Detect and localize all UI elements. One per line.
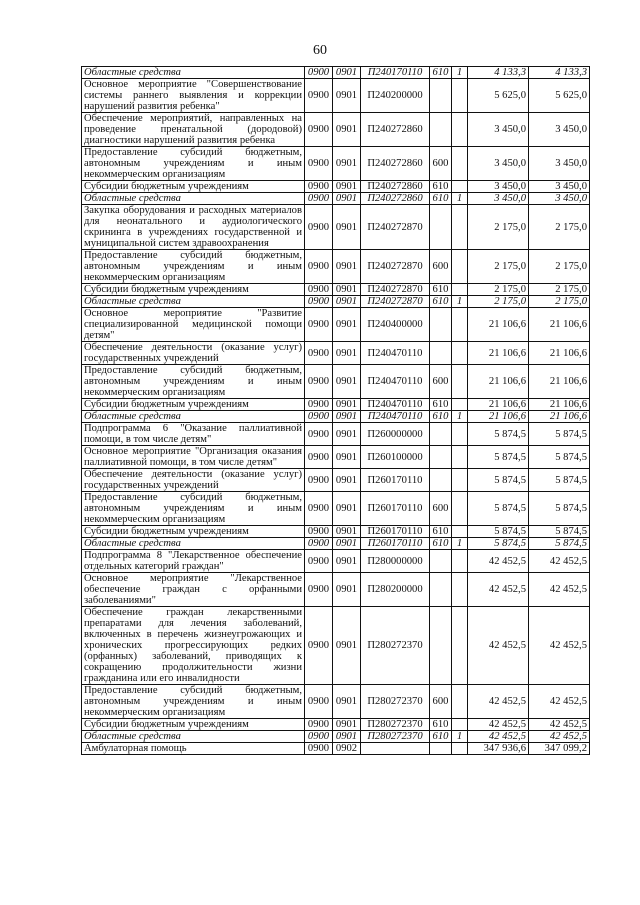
amount-year1-cell: 3 450,0 [468,181,529,193]
target-article-cell: П240272870 [361,205,430,250]
section-code-cell: 0900 [305,538,333,550]
table-row [82,411,590,423]
expense-type-cell: 610 [430,411,452,423]
expense-name-cell: Областные средства [82,731,305,743]
amount-year2-cell: 21 106,6 [529,399,590,411]
funding-source-cell [452,308,468,342]
expense-type-cell [430,607,452,685]
target-article-cell: П280272370 [361,685,430,719]
subsection-code-cell: 0901 [333,492,361,526]
subsection-code-cell: 0901 [333,284,361,296]
table-row [82,296,590,308]
expense-type-cell [430,423,452,446]
table-row [82,685,590,719]
target-article-cell: П260000000 [361,423,430,446]
table-row [82,79,590,113]
expense-name-cell: Обеспечение мероприятий, направленных на проведение пренатальной (дородовой) диагностики нарушений развития ребенка [82,113,305,147]
section-code-cell: 0900 [305,181,333,193]
table-row [82,743,590,755]
target-article-cell: П260170110 [361,538,430,550]
expense-name-cell: Областные средства [82,411,305,423]
funding-source-cell [452,492,468,526]
target-article-cell: П280200000 [361,573,430,607]
funding-source-cell [452,743,468,755]
amount-year1-cell: 21 106,6 [468,365,529,399]
table-row [82,731,590,743]
subsection-code-cell: 0901 [333,193,361,205]
expense-type-cell: 600 [430,250,452,284]
expense-name-cell: Субсидии бюджетным учреждениям [82,526,305,538]
expense-type-cell: 610 [430,193,452,205]
subsection-code-cell: 0901 [333,181,361,193]
amount-year2-cell: 3 450,0 [529,147,590,181]
target-article-cell: П240272860 [361,113,430,147]
section-code-cell: 0900 [305,446,333,469]
subsection-code-cell: 0901 [333,423,361,446]
budget-table-body [82,67,590,755]
funding-source-cell [452,399,468,411]
amount-year2-cell: 21 106,6 [529,365,590,399]
subsection-code-cell: 0901 [333,526,361,538]
section-code-cell: 0900 [305,550,333,573]
amount-year1-cell: 42 452,5 [468,731,529,743]
amount-year2-cell: 42 452,5 [529,719,590,731]
subsection-code-cell: 0901 [333,411,361,423]
amount-year2-cell: 42 452,5 [529,685,590,719]
table-row [82,342,590,365]
target-article-cell: П280000000 [361,550,430,573]
table-row [82,492,590,526]
subsection-code-cell: 0901 [333,446,361,469]
amount-year2-cell: 42 452,5 [529,573,590,607]
section-code-cell: 0900 [305,147,333,181]
table-row [82,67,590,79]
funding-source-cell [452,284,468,296]
table-row [82,193,590,205]
expense-type-cell: 610 [430,719,452,731]
table-row [82,284,590,296]
amount-year2-cell: 5 874,5 [529,446,590,469]
expense-name-cell: Обеспечение граждан лекарственными препаратами для лечения заболеваний, включенных в перечень жизнеугрожающих и хронических прогрессирующих редких (орфанных) заболеваний, приводящих к сокращению продолжительности жизни гражданина или его инвалидности [82,607,305,685]
section-code-cell: 0900 [305,469,333,492]
amount-year1-cell: 5 874,5 [468,423,529,446]
amount-year1-cell: 3 450,0 [468,113,529,147]
amount-year2-cell: 21 106,6 [529,342,590,365]
amount-year2-cell: 42 452,5 [529,607,590,685]
funding-source-cell [452,423,468,446]
funding-source-cell: 1 [452,538,468,550]
subsection-code-cell: 0901 [333,296,361,308]
table-row [82,446,590,469]
target-article-cell: П240470110 [361,399,430,411]
expense-type-cell [430,205,452,250]
expense-type-cell: 610 [430,284,452,296]
amount-year1-cell: 2 175,0 [468,284,529,296]
subsection-code-cell: 0901 [333,469,361,492]
target-article-cell: П260100000 [361,446,430,469]
amount-year2-cell: 42 452,5 [529,550,590,573]
amount-year2-cell: 3 450,0 [529,113,590,147]
funding-source-cell [452,79,468,113]
amount-year1-cell: 42 452,5 [468,607,529,685]
amount-year1-cell: 5 874,5 [468,492,529,526]
funding-source-cell [452,685,468,719]
subsection-code-cell: 0901 [333,719,361,731]
table-row [82,113,590,147]
target-article-cell: П240272860 [361,193,430,205]
expense-name-cell: Амбулаторная помощь [82,743,305,755]
expense-name-cell: Обеспечение деятельности (оказание услуг) государственных учреждений [82,469,305,492]
target-article-cell: П260170110 [361,469,430,492]
expense-type-cell: 610 [430,731,452,743]
expense-type-cell [430,573,452,607]
funding-source-cell [452,446,468,469]
expense-name-cell: Субсидии бюджетным учреждениям [82,181,305,193]
target-article-cell: П240272870 [361,284,430,296]
amount-year1-cell: 21 106,6 [468,308,529,342]
funding-source-cell [452,607,468,685]
table-row [82,181,590,193]
amount-year2-cell: 5 625,0 [529,79,590,113]
section-code-cell: 0900 [305,193,333,205]
funding-source-cell: 1 [452,411,468,423]
expense-type-cell: 610 [430,538,452,550]
section-code-cell: 0900 [305,492,333,526]
expense-name-cell: Обеспечение деятельности (оказание услуг) государственных учреждений [82,342,305,365]
expense-name-cell: Подпрограмма 8 "Лекарственное обеспечение отдельных категорий граждан" [82,550,305,573]
amount-year1-cell: 5 625,0 [468,79,529,113]
amount-year2-cell: 2 175,0 [529,284,590,296]
subsection-code-cell: 0901 [333,607,361,685]
target-article-cell: П280272370 [361,731,430,743]
expense-type-cell: 600 [430,147,452,181]
target-article-cell [361,743,430,755]
funding-source-cell [452,550,468,573]
amount-year2-cell: 2 175,0 [529,250,590,284]
amount-year2-cell: 4 133,3 [529,67,590,79]
amount-year2-cell: 42 452,5 [529,731,590,743]
expense-name-cell: Предоставление субсидий бюджетным, автономным учреждениям и иным некоммерческим организациям [82,147,305,181]
amount-year2-cell: 5 874,5 [529,423,590,446]
section-code-cell: 0900 [305,284,333,296]
amount-year1-cell: 347 936,6 [468,743,529,755]
table-row [82,205,590,250]
section-code-cell: 0900 [305,573,333,607]
expense-name-cell: Областные средства [82,193,305,205]
subsection-code-cell: 0901 [333,538,361,550]
amount-year1-cell: 21 106,6 [468,342,529,365]
amount-year1-cell: 21 106,6 [468,411,529,423]
funding-source-cell [452,526,468,538]
section-code-cell: 0900 [305,113,333,147]
subsection-code-cell: 0901 [333,205,361,250]
funding-source-cell: 1 [452,193,468,205]
page-number: 60 [313,43,327,58]
funding-source-cell [452,113,468,147]
amount-year1-cell: 42 452,5 [468,573,529,607]
subsection-code-cell: 0901 [333,365,361,399]
subsection-code-cell: 0901 [333,113,361,147]
expense-type-cell: 610 [430,399,452,411]
section-code-cell: 0900 [305,731,333,743]
amount-year2-cell: 3 450,0 [529,193,590,205]
target-article-cell: П240272870 [361,296,430,308]
amount-year1-cell: 2 175,0 [468,205,529,250]
expense-name-cell: Субсидии бюджетным учреждениям [82,284,305,296]
table-row [82,573,590,607]
table-row [82,526,590,538]
amount-year1-cell: 5 874,5 [468,469,529,492]
expense-name-cell: Закупка оборудования и расходных материалов для неонатального и аудиологического скрининга в учреждениях государственной и муниципальной систем здравоохранения [82,205,305,250]
expense-name-cell: Предоставление субсидий бюджетным, автономным учреждениям и иным некоммерческим организациям [82,250,305,284]
section-code-cell: 0900 [305,423,333,446]
subsection-code-cell: 0902 [333,743,361,755]
subsection-code-cell: 0901 [333,399,361,411]
table-row [82,469,590,492]
amount-year2-cell: 2 175,0 [529,205,590,250]
subsection-code-cell: 0901 [333,79,361,113]
budget-table [81,66,590,755]
subsection-code-cell: 0901 [333,308,361,342]
amount-year2-cell: 21 106,6 [529,308,590,342]
expense-type-cell: 610 [430,526,452,538]
expense-type-cell: 610 [430,296,452,308]
expense-type-cell [430,469,452,492]
expense-name-cell: Областные средства [82,538,305,550]
section-code-cell: 0900 [305,526,333,538]
subsection-code-cell: 0901 [333,573,361,607]
funding-source-cell [452,250,468,284]
section-code-cell: 0900 [305,685,333,719]
amount-year1-cell: 5 874,5 [468,538,529,550]
amount-year1-cell: 5 874,5 [468,526,529,538]
subsection-code-cell: 0901 [333,685,361,719]
expense-name-cell: Предоставление субсидий бюджетным, автономным учреждениям и иным некоммерческим организациям [82,685,305,719]
amount-year1-cell: 21 106,6 [468,399,529,411]
expense-name-cell: Основное мероприятие "Лекарственное обеспечение граждан с орфанными заболеваниями" [82,573,305,607]
section-code-cell: 0900 [305,205,333,250]
table-row [82,538,590,550]
funding-source-cell: 1 [452,731,468,743]
amount-year1-cell: 5 874,5 [468,446,529,469]
target-article-cell: П240470110 [361,365,430,399]
section-code-cell: 0900 [305,67,333,79]
expense-type-cell: 600 [430,365,452,399]
funding-source-cell: 1 [452,67,468,79]
section-code-cell: 0900 [305,79,333,113]
table-row [82,399,590,411]
expense-name-cell: Областные средства [82,67,305,79]
expense-type-cell [430,113,452,147]
amount-year1-cell: 42 452,5 [468,550,529,573]
funding-source-cell [452,205,468,250]
funding-source-cell [452,147,468,181]
expense-type-cell [430,743,452,755]
amount-year1-cell: 3 450,0 [468,193,529,205]
expense-name-cell: Субсидии бюджетным учреждениям [82,719,305,731]
amount-year2-cell: 347 099,2 [529,743,590,755]
amount-year1-cell: 2 175,0 [468,296,529,308]
expense-type-cell: 600 [430,685,452,719]
section-code-cell: 0900 [305,296,333,308]
funding-source-cell: 1 [452,296,468,308]
section-code-cell: 0900 [305,250,333,284]
amount-year1-cell: 42 452,5 [468,719,529,731]
expense-type-cell [430,446,452,469]
table-row [82,147,590,181]
section-code-cell: 0900 [305,743,333,755]
section-code-cell: 0900 [305,607,333,685]
section-code-cell: 0900 [305,399,333,411]
target-article-cell: П260170110 [361,492,430,526]
target-article-cell: П240272860 [361,147,430,181]
section-code-cell: 0900 [305,342,333,365]
expense-name-cell: Предоставление субсидий бюджетным, автономным учреждениям и иным некоммерческим организациям [82,365,305,399]
target-article-cell: П240400000 [361,308,430,342]
expense-name-cell: Основное мероприятие "Организация оказания паллиативной помощи, в том числе детям" [82,446,305,469]
expense-name-cell: Областные средства [82,296,305,308]
subsection-code-cell: 0901 [333,67,361,79]
section-code-cell: 0900 [305,719,333,731]
table-row [82,607,590,685]
expense-type-cell [430,79,452,113]
subsection-code-cell: 0901 [333,550,361,573]
amount-year2-cell: 5 874,5 [529,526,590,538]
amount-year1-cell: 3 450,0 [468,147,529,181]
table-row [82,308,590,342]
funding-source-cell [452,573,468,607]
amount-year2-cell: 3 450,0 [529,181,590,193]
target-article-cell: П240470110 [361,342,430,365]
section-code-cell: 0900 [305,308,333,342]
expense-name-cell: Предоставление субсидий бюджетным, автономным учреждениям и иным некоммерческим организациям [82,492,305,526]
expense-type-cell: 600 [430,492,452,526]
target-article-cell: П240200000 [361,79,430,113]
expense-type-cell [430,308,452,342]
amount-year1-cell: 2 175,0 [468,250,529,284]
funding-source-cell [452,719,468,731]
section-code-cell: 0900 [305,411,333,423]
target-article-cell: П240272870 [361,250,430,284]
expense-type-cell: 610 [430,67,452,79]
expense-name-cell: Субсидии бюджетным учреждениям [82,399,305,411]
target-article-cell: П240470110 [361,411,430,423]
target-article-cell: П240170110 [361,67,430,79]
funding-source-cell [452,342,468,365]
expense-type-cell [430,550,452,573]
funding-source-cell [452,365,468,399]
amount-year2-cell: 21 106,6 [529,411,590,423]
amount-year2-cell: 2 175,0 [529,296,590,308]
subsection-code-cell: 0901 [333,731,361,743]
subsection-code-cell: 0901 [333,342,361,365]
subsection-code-cell: 0901 [333,147,361,181]
amount-year1-cell: 4 133,3 [468,67,529,79]
amount-year1-cell: 42 452,5 [468,685,529,719]
target-article-cell: П240272860 [361,181,430,193]
table-row [82,550,590,573]
amount-year2-cell: 5 874,5 [529,492,590,526]
table-row [82,250,590,284]
table-row [82,423,590,446]
target-article-cell: П280272370 [361,607,430,685]
expense-type-cell: 610 [430,181,452,193]
amount-year2-cell: 5 874,5 [529,469,590,492]
expense-type-cell [430,342,452,365]
subsection-code-cell: 0901 [333,250,361,284]
expense-name-cell: Основное мероприятие "Развитие специализированной медицинской помощи детям" [82,308,305,342]
target-article-cell: П280272370 [361,719,430,731]
funding-source-cell [452,469,468,492]
funding-source-cell [452,181,468,193]
table-row [82,719,590,731]
section-code-cell: 0900 [305,365,333,399]
target-article-cell: П260170110 [361,526,430,538]
expense-name-cell: Подпрограмма 6 "Оказание паллиативной помощи, в том числе детям" [82,423,305,446]
expense-name-cell: Основное мероприятие "Совершенствование системы раннего выявления и коррекции нарушений развития ребенка" [82,79,305,113]
table-row [82,365,590,399]
amount-year2-cell: 5 874,5 [529,538,590,550]
